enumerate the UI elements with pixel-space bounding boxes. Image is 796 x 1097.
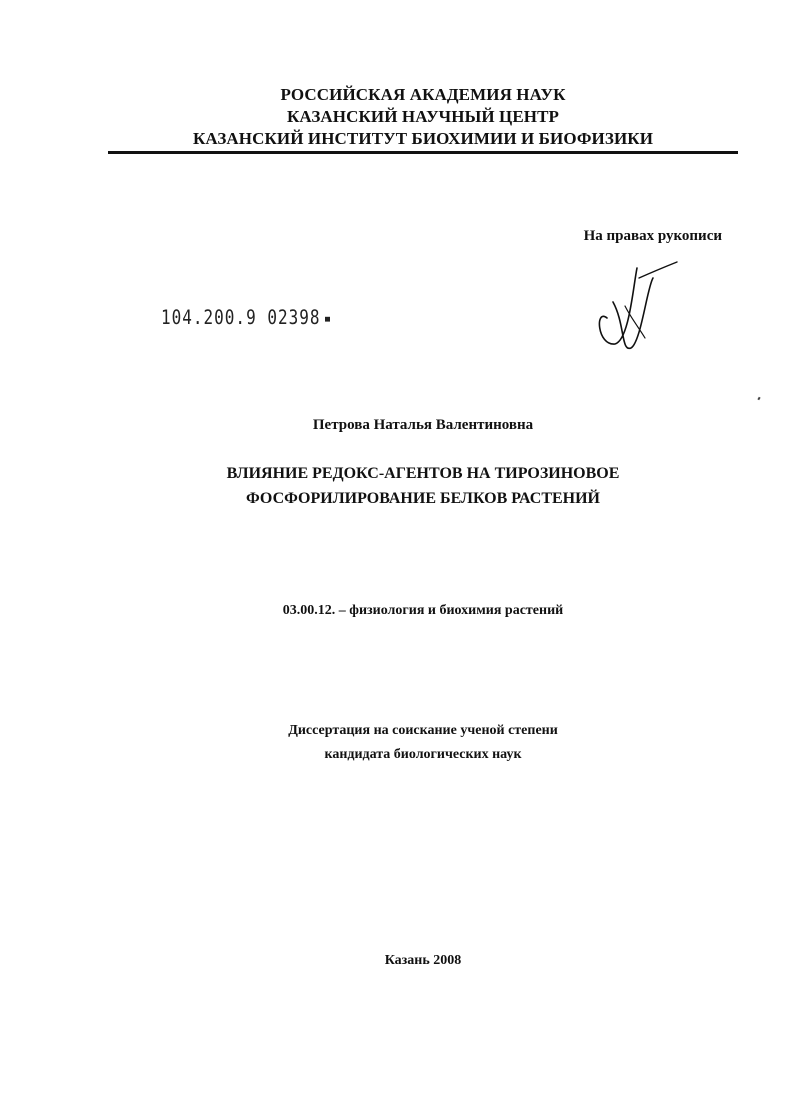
manuscript-notice: На правах рукописи — [583, 228, 722, 244]
header-divider — [108, 151, 738, 154]
catalog-number-text: 104.200.9 02398 — [161, 306, 321, 329]
degree-statement — [0, 719, 796, 767]
header-institute: КАЗАНСКИЙ ИНСТИТУТ БИОХИМИИ И БИОФИЗИКИ — [192, 129, 654, 148]
header-center: КАЗАНСКИЙ НАУЧНЫЙ ЦЕНТР — [286, 107, 560, 126]
title-line-1: ВЛИЯНИЕ РЕДОКС-АГЕНТОВ НА ТИРОЗИНОВОЕ — [226, 465, 620, 482]
author-name: Петрова Наталья Валентиновна — [312, 417, 534, 433]
title-line-2: ФОСФОРИЛИРОВАНИЕ БЕЛКОВ РАСТЕНИЙ — [245, 490, 600, 507]
scan-speck — [757, 397, 760, 401]
specialty-code: 03.00.12. – физиология и биохимия растений — [282, 603, 564, 618]
institution-header — [110, 84, 736, 150]
library-catalog-number — [161, 306, 330, 329]
degree-line-2: кандидата биологических наук — [324, 747, 522, 762]
header-academy: РОССИЙСКАЯ АКАДЕМИЯ НАУК — [280, 85, 566, 104]
dissertation-title — [0, 461, 796, 511]
catalog-mark — [325, 316, 330, 321]
handwritten-signature — [585, 258, 685, 353]
degree-line-1: Диссертация на соискание ученой степени — [288, 723, 558, 738]
city-and-year: Казань 2008 — [384, 953, 462, 968]
